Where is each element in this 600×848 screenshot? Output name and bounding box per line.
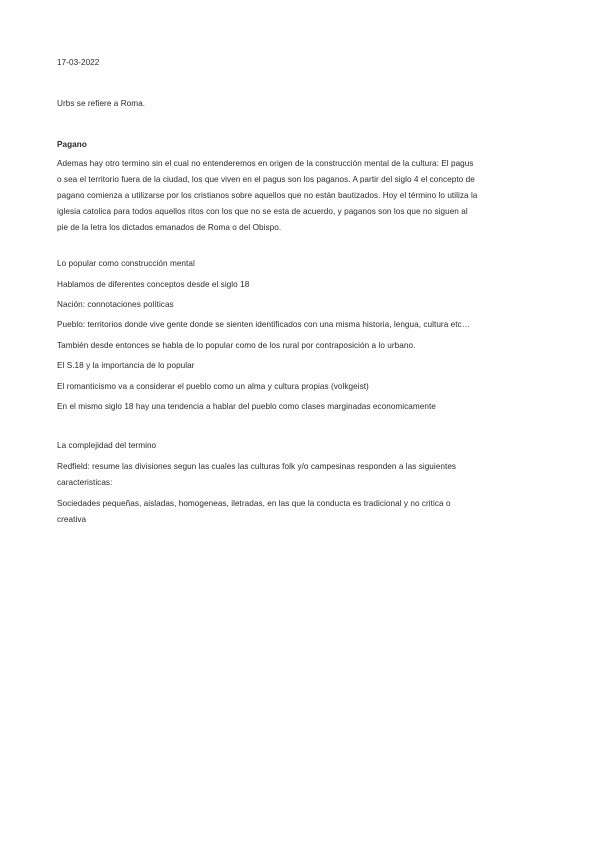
popular-item: Pueblo: territorios donde vive gente donde se sienten identificados con una misma historia, lengua, cultura etc… — [57, 320, 470, 329]
popular-item: Hablamos de diferentes conceptos desde el siglo 18 — [57, 280, 250, 289]
popular-item: El romanticismo va a considerar el pueblo como un alma y cultura propias (volkgeist) — [57, 382, 369, 391]
popular-item: El S.18 y la importancia de lo popular — [57, 361, 195, 370]
intro-text: Urbs se refiere a Roma. — [57, 99, 146, 108]
popular-item: También desde entonces se habla de lo popular como de los rural por contraposición a lo urbano. — [57, 341, 416, 350]
pagano-line: Ademas hay otro termino sin el cual no entenderemos en origen de la construcción mental de la cultura: El pagus — [57, 159, 474, 168]
heading-complejidad: La complejidad del termino — [57, 441, 157, 450]
document-date: 17-03-2022 — [57, 58, 100, 67]
complejidad-line: creativa — [57, 515, 87, 524]
heading-pagano: Pagano — [57, 140, 87, 149]
pagano-line: pie de la letra los dictados emanados de Roma o del Obispo. — [57, 223, 282, 232]
pagano-line: o sea el territorio fuera de la ciudad, los que viven en el pagus son los paganos. A partir del siglo 4 el concepto de — [57, 175, 475, 184]
complejidad-line: Redfield: resume las divisiones segun las cuales las culturas folk y/o campesinas responden a las siguientes — [57, 462, 457, 471]
complejidad-line: Sociedades pequeñas, aisladas, homogeneas, iletradas, en las que la conducta es tradicional y no critica o — [57, 499, 451, 508]
pagano-line: iglesia catolica para todos aquellos ritos con los que no se esta de acuerdo, y paganos son los que no siguen al — [57, 207, 468, 216]
heading-popular: Lo popular como construcción mental — [57, 259, 195, 268]
popular-item: En el mismo siglo 18 hay una tendencia a hablar del pueblo como clases marginadas economicamente — [57, 402, 436, 411]
complejidad-line: caracteristicas: — [57, 478, 113, 487]
pagano-line: pagano comienza a utilizarse por los cristianos sobre aquellos que no están bautizados. Hoy el término lo utiliza la — [57, 191, 478, 200]
popular-item: Nación: connotaciones políticas — [57, 300, 174, 309]
